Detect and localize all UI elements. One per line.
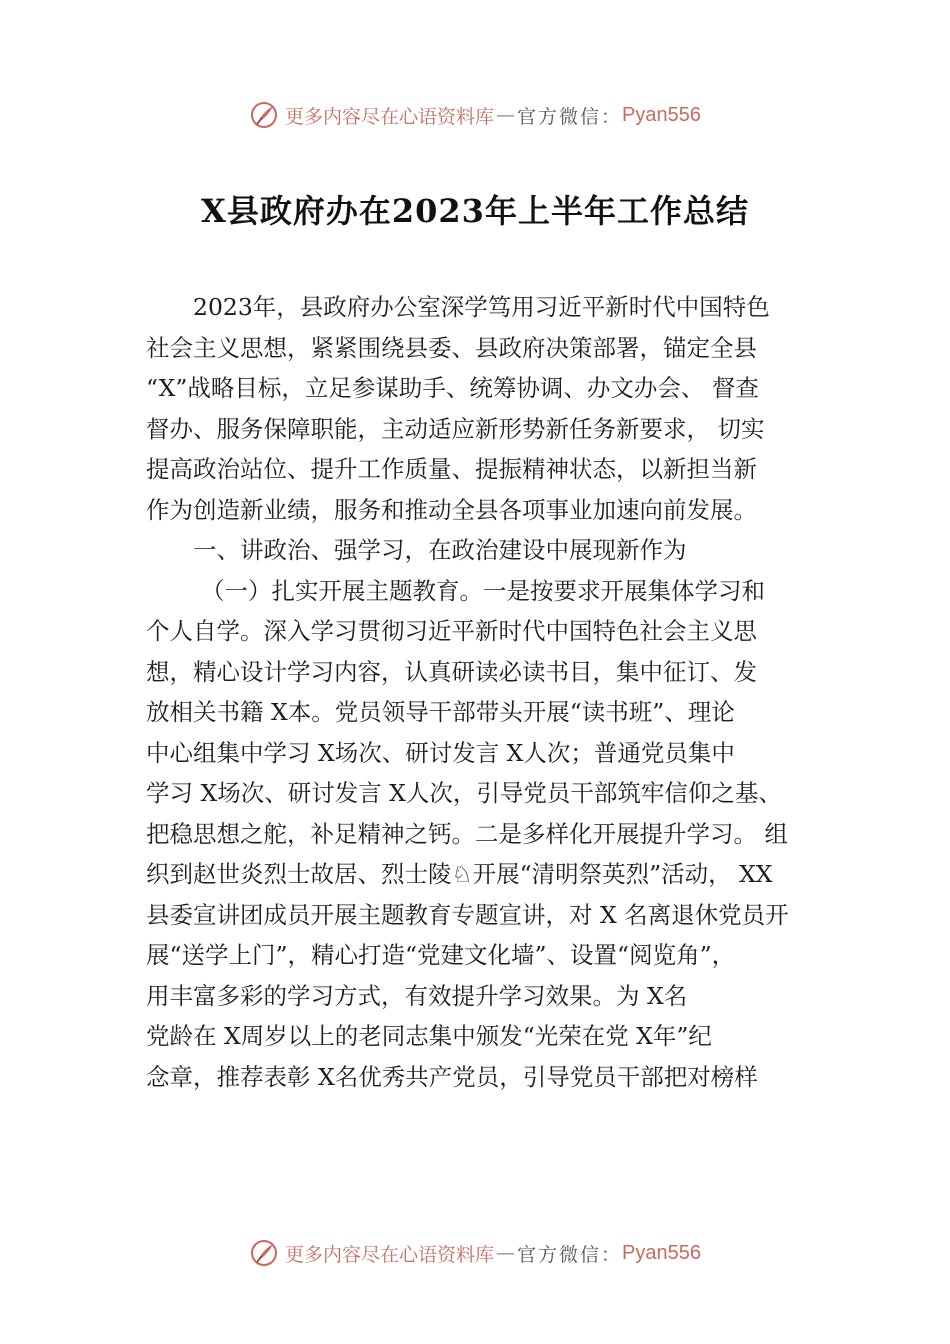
watermark-text: 更多内容尽在心语资料库 xyxy=(285,105,495,128)
body-line: 想，精心设计学习内容，认真研读必读书目，集中征订、发 xyxy=(146,657,757,686)
watermark-wechat-label: 官方微信： xyxy=(517,105,623,128)
header-watermark xyxy=(0,95,950,135)
watermark-text: 更多内容尽在心语资料库 xyxy=(285,1243,495,1266)
body-line: 党龄在 X周岁以上的老同志集中颁发“光荣在党 X年”纪 xyxy=(146,1022,712,1050)
body-line: 作为创造新业绩，服务和推动全县各项事业加速向前发展。 xyxy=(146,495,757,524)
body-line: 学习 X场次、研讨发言 X人次，引导党员干部筑牢信仰之基、 xyxy=(146,779,782,807)
body-line: 提高政治站位、提升工作质量、提振精神状态，以新担当新 xyxy=(146,455,757,483)
quill-pen-logo-icon xyxy=(249,100,279,130)
quill-pen-logo-icon xyxy=(249,1238,279,1268)
body-line: 县委宣讲团成员开展主题教育专题宣讲，对 X 名离退休党员开 xyxy=(146,900,789,929)
body-line: 把稳思想之舵，补足精神之钙。二是多样化开展提升学习。 组 xyxy=(146,819,788,848)
footer-watermark xyxy=(0,1233,950,1273)
document-title: X县政府办在2023年上半年工作总结 xyxy=(201,192,749,230)
body-line: 展“送学上门”，精心打造“党建文化墙”、设置“阅览角”， xyxy=(146,941,736,969)
body-line: 中心组集中学习 X场次、研讨发言 X人次；普通党员集中 xyxy=(146,738,735,767)
body-line: 念章，推荐表彰 X名优秀共产党员，引导党员干部把对榜样 xyxy=(146,1062,758,1091)
body-line: 社会主义思想，紧紧围绕县委、县政府决策部署，锚定全县 xyxy=(146,333,757,362)
watermark-wechat-id: Pyan556 xyxy=(622,103,701,126)
body-line: 2023年，县政府办公室深学笃用习近平新时代中国特色 xyxy=(193,293,770,321)
body-line: 织到赵世炎烈士故居、烈士陵♘开展“清明祭英烈”活动， XX xyxy=(146,860,773,888)
body-line: 个人自学。深入学习贯彻习近平新时代中国特色社会主义思 xyxy=(146,617,757,645)
body-line: 用丰富多彩的学习方式，有效提升学习效果。为 X名 xyxy=(146,981,688,1010)
document-body xyxy=(146,287,818,1097)
body-line: 督办、服务保障职能，主动适应新形势新任务新要求， 切实 xyxy=(146,414,765,443)
watermark-separator: — xyxy=(496,104,516,126)
body-line: “X”战略目标，立足参谋助手、统筹协调、办文办会、 督查 xyxy=(146,374,759,402)
section-heading: 一、讲政治、强学习，在政治建设中展现新作为 xyxy=(193,536,687,564)
watermark-wechat-label: 官方微信： xyxy=(517,1243,623,1266)
watermark-wechat-id: Pyan556 xyxy=(622,1241,701,1264)
body-line: （一）扎实开展主题教育。一是按要求开展集体学习和 xyxy=(201,576,765,605)
watermark-separator: — xyxy=(496,1242,516,1264)
body-line: 放相关书籍 X本。党员领导干部带头开展“读书班”、理论 xyxy=(146,698,735,726)
